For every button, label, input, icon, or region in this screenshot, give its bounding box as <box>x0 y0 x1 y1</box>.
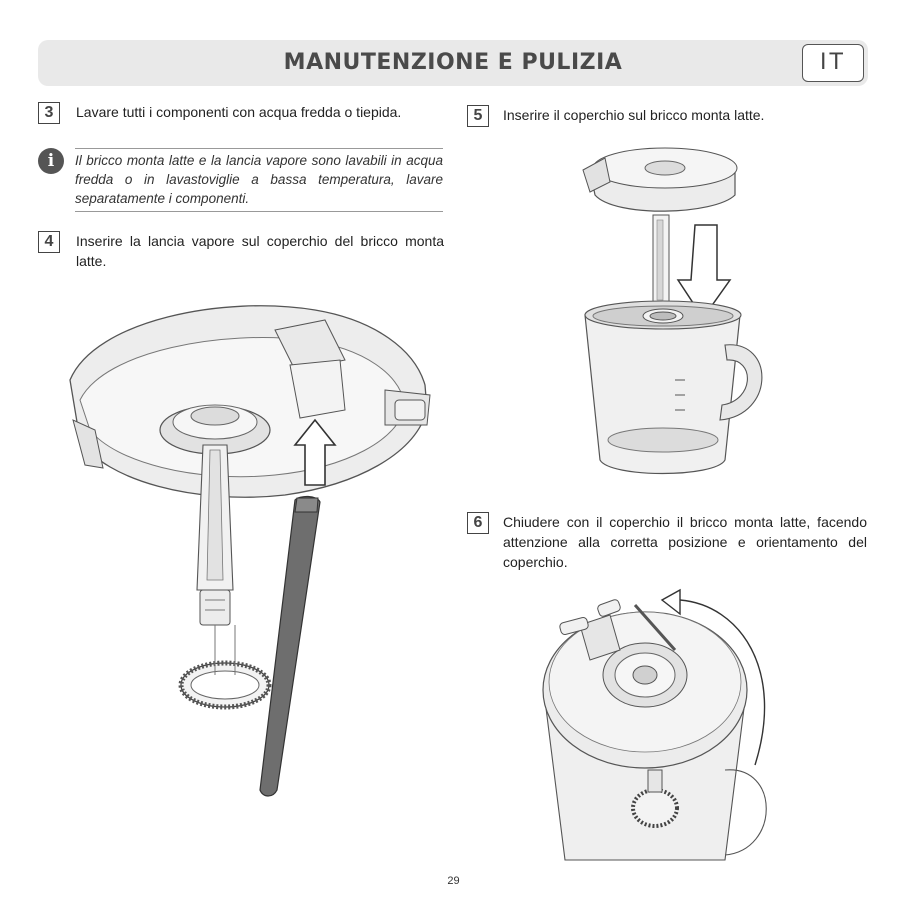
step-3-number: 3 <box>38 102 60 124</box>
page-number: 29 <box>447 875 460 887</box>
language-badge: IT <box>802 44 864 82</box>
page-title: MANUTENZIONE E PULIZIA <box>283 50 623 75</box>
closing-lid-illustration <box>540 580 780 870</box>
note-text: Il bricco monta latte e la lancia vapore sono lavabili in acqua fredda o in lavastoviglie a bassa temperatura, lavare separatamente i componenti. <box>75 153 443 206</box>
step-4-number: 4 <box>38 231 60 253</box>
step-5-number: 5 <box>467 105 489 127</box>
note-box <box>75 148 443 212</box>
lid-on-jug-illustration <box>575 140 765 485</box>
step-6-number: 6 <box>467 512 489 534</box>
section-header <box>38 40 868 86</box>
step-6-text: Chiudere con il coperchio il bricco monta latte, facendo attenzione alla corretta posizione e orientamento del coperchio. <box>503 514 867 570</box>
step-4-text: Inserire la lancia vapore sul coperchio del bricco monta latte. <box>76 233 444 269</box>
step-5-text: Inserire il coperchio sul bricco monta latte. <box>503 107 765 123</box>
info-icon: i <box>38 148 64 174</box>
lid-with-steam-wand-illustration <box>55 290 455 810</box>
step-3-text: Lavare tutti i componenti con acqua fredda o tiepida. <box>76 104 402 120</box>
